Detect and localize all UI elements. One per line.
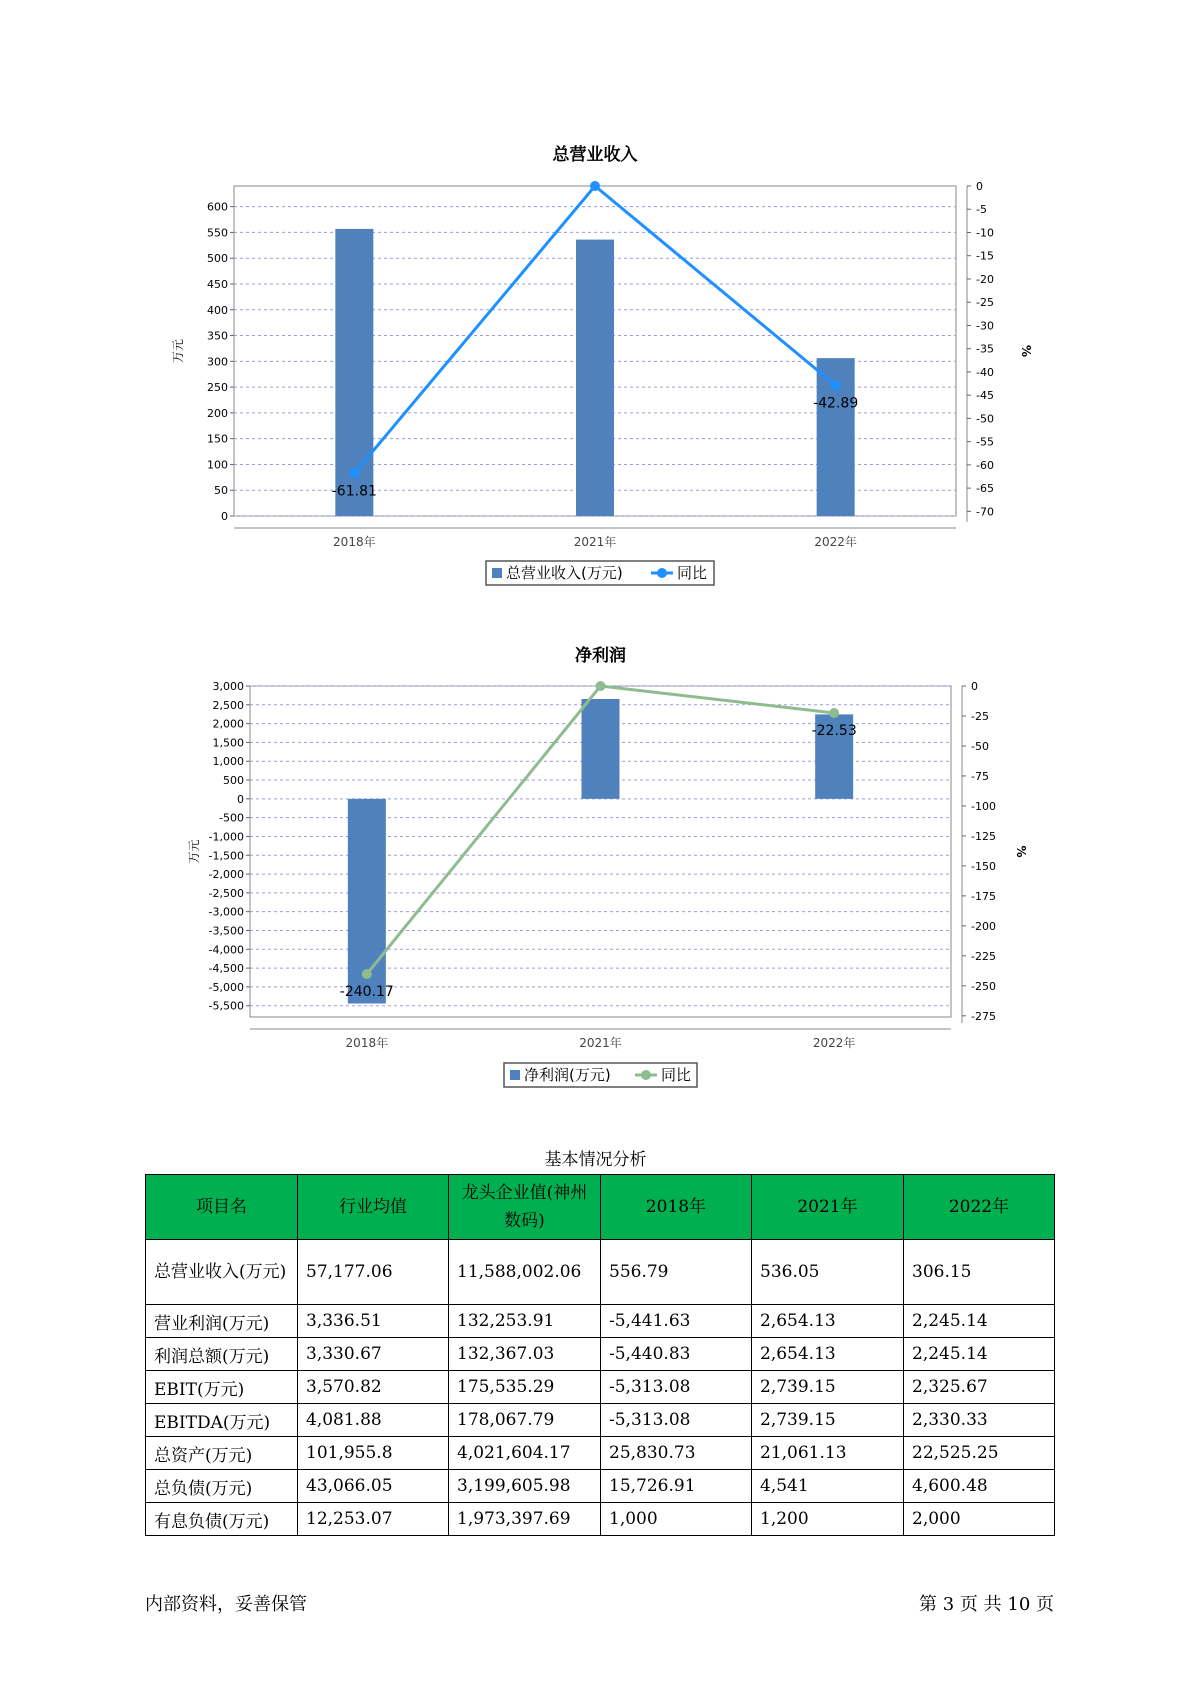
basic-analysis-table	[145, 1174, 1055, 1536]
value-cell: 1,973,397.69	[449, 1503, 601, 1536]
right-tick-label: -40	[976, 365, 994, 379]
table-row	[146, 1305, 1055, 1338]
value-cell: 1,200	[752, 1503, 904, 1536]
value-cell: 175,535.29	[449, 1371, 601, 1404]
yoy-point	[829, 708, 839, 718]
legend-bar-label: 总营业收入(万元)	[506, 564, 623, 582]
left-tick-label: -2,500	[208, 886, 244, 900]
value-cell: 2,325.67	[904, 1371, 1055, 1404]
value-cell: 12,253.07	[298, 1503, 449, 1536]
left-tick-label: 2,000	[212, 717, 244, 731]
right-tick-label: -70	[976, 505, 994, 519]
right-tick-label: -10	[976, 226, 994, 240]
value-cell: 4,081.88	[298, 1404, 449, 1437]
right-tick-label: -15	[976, 249, 994, 263]
right-axis-label: %	[1014, 845, 1028, 858]
x-tick-label: 2022年	[812, 1036, 856, 1050]
value-cell: -5,313.08	[601, 1371, 752, 1404]
right-tick-label: -75	[971, 769, 989, 783]
value-cell: 25,830.73	[601, 1437, 752, 1470]
right-tick-label: -65	[976, 482, 994, 496]
header-item-name: 项目名	[146, 1175, 298, 1240]
row-label-cell: EBIT(万元)	[146, 1371, 298, 1404]
right-tick-label: -30	[976, 319, 994, 333]
right-tick-label: -125	[971, 829, 996, 843]
value-cell: -5,313.08	[601, 1404, 752, 1437]
right-tick-label: -55	[976, 435, 994, 449]
x-tick-label: 2018年	[333, 535, 376, 549]
legend-line-marker	[657, 568, 667, 578]
value-cell: -5,441.63	[601, 1305, 752, 1338]
right-axis-label: %	[1019, 344, 1033, 358]
left-tick-label: 450	[207, 277, 228, 291]
value-cell: 1,000	[601, 1503, 752, 1536]
table-row	[146, 1503, 1055, 1536]
right-tick-label: -50	[971, 739, 989, 753]
data-label: -61.81	[331, 483, 377, 500]
left-tick-label: -1,000	[208, 830, 244, 844]
right-tick-label: -275	[971, 1009, 996, 1023]
footer-confidential-note: 内部资料，妥善保管	[145, 1594, 307, 1615]
left-tick-label: 200	[207, 406, 228, 420]
left-tick-label: -4,000	[208, 943, 244, 957]
right-tick-label: -200	[971, 919, 996, 933]
table-caption: 基本情况分析	[544, 1150, 647, 1170]
left-tick-label: 400	[207, 303, 228, 317]
x-tick-label: 2021年	[579, 1036, 622, 1050]
left-tick-label: 350	[207, 329, 228, 343]
left-tick-label: 2,500	[212, 698, 244, 712]
left-tick-label: 500	[207, 252, 228, 266]
value-cell: 3,199,605.98	[449, 1470, 601, 1503]
value-cell: 3,330.67	[298, 1338, 449, 1371]
left-axis-label: 万元	[187, 839, 201, 864]
left-tick-label: -2,000	[208, 868, 244, 882]
header-leader-value: 龙头企业值(神州数码)	[449, 1175, 601, 1240]
table-row	[146, 1338, 1055, 1371]
x-tick-label: 2021年	[573, 535, 617, 549]
value-cell: 57,177.06	[298, 1240, 449, 1305]
row-label-cell: 有息负债(万元)	[146, 1503, 298, 1536]
left-tick-label: -1,500	[208, 849, 244, 863]
legend-bar-swatch	[492, 568, 502, 578]
net-profit-chart	[187, 645, 1028, 1087]
data-label: -22.53	[811, 723, 857, 740]
data-label: -42.89	[813, 395, 859, 412]
value-cell: 4,600.48	[904, 1470, 1055, 1503]
chart-title: 总营业收入	[552, 145, 638, 165]
legend-bar-label: 净利润(万元)	[524, 1066, 611, 1084]
left-tick-label: -3,000	[208, 905, 244, 919]
table-row	[146, 1404, 1055, 1437]
legend-line-label: 同比	[677, 564, 708, 582]
legend-line-marker	[641, 1070, 651, 1080]
left-tick-label: -4,500	[208, 962, 244, 976]
legend-line-label: 同比	[661, 1066, 692, 1084]
value-cell: 2,000	[904, 1503, 1055, 1536]
table-header-row	[146, 1175, 1055, 1240]
left-tick-label: 250	[207, 381, 228, 395]
header-2018: 2018年	[601, 1175, 752, 1240]
bar	[576, 240, 614, 516]
left-tick-label: 1,000	[212, 755, 244, 769]
right-tick-label: -25	[976, 296, 994, 310]
revenue-chart	[171, 144, 1033, 585]
value-cell: -5,440.83	[601, 1338, 752, 1371]
right-tick-label: -250	[971, 979, 996, 993]
right-tick-label: 0	[971, 680, 978, 693]
right-tick-label: -5	[976, 203, 987, 217]
table-row	[146, 1470, 1055, 1503]
header-industry-average: 行业均值	[298, 1175, 449, 1240]
left-axis-label: 万元	[171, 338, 185, 364]
table-row	[146, 1371, 1055, 1404]
value-cell: 2,739.15	[752, 1404, 904, 1437]
value-cell: 536.05	[752, 1240, 904, 1305]
right-tick-label: -175	[971, 889, 996, 903]
yoy-point	[349, 468, 359, 478]
header-2021: 2021年	[752, 1175, 904, 1240]
yoy-point	[831, 380, 841, 390]
left-tick-label: 300	[207, 355, 228, 369]
value-cell: 132,367.03	[449, 1338, 601, 1371]
row-label-cell: 营业利润(万元)	[146, 1305, 298, 1338]
row-label-cell: 总负债(万元)	[146, 1470, 298, 1503]
chart-title: 净利润	[575, 646, 626, 666]
value-cell: 306.15	[904, 1240, 1055, 1305]
row-label-cell: 总资产(万元)	[146, 1437, 298, 1470]
yoy-point	[596, 681, 606, 691]
yoy-point	[362, 969, 372, 979]
value-cell: 556.79	[601, 1240, 752, 1305]
right-tick-label: -60	[976, 458, 994, 472]
left-tick-label: -5,500	[208, 999, 244, 1013]
table-row	[146, 1437, 1055, 1470]
data-label: -240.17	[339, 984, 394, 1001]
left-tick-label: 1,500	[212, 736, 244, 750]
left-tick-label: 150	[207, 432, 228, 446]
left-tick-label: 0	[221, 510, 228, 523]
legend	[486, 561, 714, 585]
value-cell: 21,061.13	[752, 1437, 904, 1470]
value-cell: 2,245.14	[904, 1305, 1055, 1338]
right-tick-label: -35	[976, 342, 994, 356]
table-row	[146, 1240, 1055, 1305]
row-label-cell: 利润总额(万元)	[146, 1338, 298, 1371]
value-cell: 3,570.82	[298, 1371, 449, 1404]
value-cell: 43,066.05	[298, 1470, 449, 1503]
right-tick-label: -100	[971, 799, 996, 813]
row-label-cell: EBITDA(万元)	[146, 1404, 298, 1437]
value-cell: 2,330.33	[904, 1404, 1055, 1437]
value-cell: 4,021,604.17	[449, 1437, 601, 1470]
value-cell: 101,955.8	[298, 1437, 449, 1470]
footer-page-number: 第 3 页 共 10 页	[919, 1594, 1054, 1615]
right-tick-label: -45	[976, 389, 994, 403]
right-tick-label: -25	[971, 709, 989, 723]
value-cell: 2,654.13	[752, 1338, 904, 1371]
value-cell: 2,245.14	[904, 1338, 1055, 1371]
header-2022: 2022年	[904, 1175, 1055, 1240]
x-tick-label: 2018年	[345, 1036, 389, 1050]
x-tick-label: 2022年	[814, 535, 857, 549]
value-cell: 15,726.91	[601, 1470, 752, 1503]
value-cell: 4,541	[752, 1470, 904, 1503]
value-cell: 178,067.79	[449, 1404, 601, 1437]
left-tick-label: 100	[207, 458, 228, 472]
yoy-point	[590, 181, 600, 191]
value-cell: 3,336.51	[298, 1305, 449, 1338]
right-tick-label: -50	[976, 412, 994, 426]
left-tick-label: -500	[219, 811, 244, 825]
legend-bar-swatch	[510, 1070, 520, 1080]
value-cell: 132,253.91	[449, 1305, 601, 1338]
left-tick-label: 0	[237, 792, 244, 806]
legend	[504, 1063, 697, 1087]
value-cell: 2,739.15	[752, 1371, 904, 1404]
value-cell: 22,525.25	[904, 1437, 1055, 1470]
left-tick-label: 600	[207, 200, 228, 214]
right-tick-label: -225	[971, 949, 996, 963]
left-tick-label: -5,000	[208, 980, 244, 994]
left-tick-label: 500	[223, 774, 244, 788]
right-tick-label: -150	[971, 859, 996, 873]
value-cell: 2,654.13	[752, 1305, 904, 1338]
left-tick-label: 3,000	[212, 680, 244, 693]
left-tick-label: 550	[207, 226, 228, 240]
left-tick-label: 50	[214, 484, 228, 498]
left-tick-label: -3,500	[208, 924, 244, 938]
value-cell: 11,588,002.06	[449, 1240, 601, 1305]
row-label-cell: 总营业收入(万元)	[146, 1240, 298, 1305]
right-tick-label: -20	[976, 272, 994, 286]
right-tick-label: 0	[976, 180, 983, 193]
bar	[582, 699, 620, 799]
